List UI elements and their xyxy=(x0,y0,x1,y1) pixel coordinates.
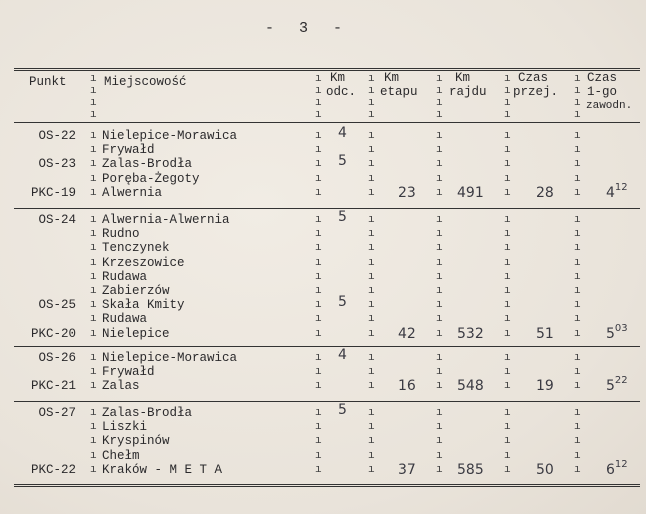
row-czas-przej: 50 xyxy=(536,461,554,478)
row-miejscowosc: Zabierzów xyxy=(102,284,170,298)
column-separator: ı xyxy=(574,172,581,185)
column-separator: ı xyxy=(315,130,322,142)
column-separator: ı xyxy=(368,97,375,109)
column-separator: ı xyxy=(368,158,375,171)
column-separator: ı xyxy=(90,407,97,419)
column-separator: ı xyxy=(90,380,97,393)
column-separator: ı xyxy=(504,130,511,142)
column-separator: ı xyxy=(315,256,322,269)
column-separator: ı xyxy=(315,242,322,255)
column-separator: ı xyxy=(436,242,443,255)
column-separator: ı xyxy=(315,158,322,171)
row-km-odc: 4 xyxy=(338,347,347,363)
column-separator: ı xyxy=(315,463,322,476)
column-separator: ı xyxy=(90,449,97,462)
column-separator: ı xyxy=(436,73,443,85)
column-separator: ı xyxy=(436,144,443,157)
column-separator: ı xyxy=(436,97,443,109)
row-punkt: OS-24 xyxy=(38,213,76,227)
column-separator: ı xyxy=(368,186,375,199)
column-separator: ı xyxy=(368,449,375,462)
column-separator: ı xyxy=(574,144,581,157)
row-miejscowosc: Frywałd xyxy=(102,365,155,380)
column-separator: ı xyxy=(90,144,97,157)
header-punkt: Punkt xyxy=(29,75,67,89)
column-separator: ı xyxy=(574,242,581,255)
column-separator: ı xyxy=(368,130,375,142)
column-separator: ı xyxy=(436,186,443,199)
row-km-rajdu: 491 xyxy=(457,184,484,201)
column-separator: ı xyxy=(574,285,581,297)
column-separator: ı xyxy=(436,270,443,283)
column-separator: ı xyxy=(90,73,97,85)
column-separator: ı xyxy=(574,73,581,85)
column-separator: ı xyxy=(90,97,97,109)
column-separator: ı xyxy=(574,109,581,121)
row-punkt: PKC-21 xyxy=(30,379,76,394)
row-miejscowosc: Kraków - M E T A xyxy=(102,462,223,477)
column-separator: ı xyxy=(368,299,375,312)
column-separator: ı xyxy=(436,380,443,393)
column-separator: ı xyxy=(90,214,97,226)
header-czas-przej-2: przej. xyxy=(513,85,559,99)
column-separator: ı xyxy=(436,327,443,340)
section-rule xyxy=(14,208,640,209)
column-separator: ı xyxy=(574,407,581,419)
column-separator: ı xyxy=(90,85,97,97)
column-separator: ı xyxy=(574,313,581,326)
column-separator: ı xyxy=(504,214,511,226)
header-czas-zawodn-3: zawodn. xyxy=(586,100,633,112)
column-separator: ı xyxy=(315,435,322,448)
column-separator: ı xyxy=(436,214,443,226)
row-km-rajdu: 532 xyxy=(457,325,484,342)
row-punkt: OS-27 xyxy=(38,406,76,420)
column-separator: ı xyxy=(574,97,581,109)
row-km-rajdu: 585 xyxy=(457,461,484,478)
column-separator: ı xyxy=(504,270,511,283)
column-separator: ı xyxy=(504,228,511,241)
czas-zawodn-hour: 5 xyxy=(606,325,615,342)
column-separator: ı xyxy=(574,421,581,434)
column-separator: ı xyxy=(504,285,511,297)
row-miejscowosc: Zalas xyxy=(102,379,140,394)
column-separator: ı xyxy=(504,380,511,393)
row-km-odc: 4 xyxy=(338,125,347,141)
section-rule xyxy=(14,401,640,402)
column-separator: ı xyxy=(368,73,375,85)
header-km-etapu-2: etapu xyxy=(380,85,418,99)
row-miejscowosc: Tenczynek xyxy=(102,241,170,256)
czas-zawodn-minute: 12 xyxy=(614,458,628,470)
column-separator: ı xyxy=(315,186,322,199)
column-separator: ı xyxy=(368,435,375,448)
column-separator: ı xyxy=(504,366,511,379)
column-separator: ı xyxy=(90,172,97,185)
column-separator: ı xyxy=(504,435,511,448)
section-rule xyxy=(14,346,640,347)
column-separator: ı xyxy=(315,352,322,364)
column-separator: ı xyxy=(368,366,375,379)
column-separator: ı xyxy=(504,407,511,419)
column-separator: ı xyxy=(574,85,581,97)
czas-zawodn-hour: 5 xyxy=(606,378,615,395)
column-separator: ı xyxy=(436,85,443,97)
column-separator: ı xyxy=(90,421,97,434)
column-separator: ı xyxy=(504,352,511,364)
column-separator: ı xyxy=(574,380,581,393)
column-separator: ı xyxy=(574,228,581,241)
column-separator: ı xyxy=(90,327,97,340)
column-separator: ı xyxy=(368,228,375,241)
column-separator: ı xyxy=(574,299,581,312)
row-km-etapu: 42 xyxy=(398,325,416,342)
column-separator: ı xyxy=(315,172,322,185)
column-separator: ı xyxy=(368,172,375,185)
column-separator: ı xyxy=(436,228,443,241)
column-separator: ı xyxy=(574,366,581,379)
column-separator: ı xyxy=(368,285,375,297)
header-km-rajdu-2: rajdu xyxy=(449,85,487,99)
column-separator: ı xyxy=(315,144,322,157)
row-miejscowosc: Liszki xyxy=(102,420,148,435)
row-miejscowosc: Kryspinów xyxy=(102,434,170,449)
column-separator: ı xyxy=(436,435,443,448)
row-miejscowosc: Krzeszowice xyxy=(102,255,185,270)
column-separator: ı xyxy=(436,158,443,171)
row-punkt: PKC-20 xyxy=(30,326,76,341)
czas-zawodn-minute: 03 xyxy=(614,322,628,334)
column-separator: ı xyxy=(574,435,581,448)
row-miejscowosc: Frywałd xyxy=(102,143,155,158)
column-separator: ı xyxy=(504,73,511,85)
column-separator: ı xyxy=(504,242,511,255)
column-separator: ı xyxy=(574,270,581,283)
header-km-etapu-1: Km xyxy=(384,71,400,85)
column-separator: ı xyxy=(504,109,511,121)
row-punkt: PKC-19 xyxy=(30,185,76,200)
column-separator: ı xyxy=(368,327,375,340)
row-punkt: OS-22 xyxy=(38,129,76,143)
row-miejscowosc: Poręba-Żegoty xyxy=(102,171,200,186)
column-separator: ı xyxy=(315,73,322,85)
header-czas-zawodn-1: Czas xyxy=(587,71,618,85)
row-punkt: PKC-22 xyxy=(30,462,76,477)
column-separator: ı xyxy=(574,158,581,171)
column-separator: ı xyxy=(504,144,511,157)
column-separator: ı xyxy=(90,228,97,241)
column-separator: ı xyxy=(315,380,322,393)
row-miejscowosc: Zalas-Brodła xyxy=(102,157,193,172)
header-czas-zawodn-2: 1-go xyxy=(587,85,618,99)
header-km-odc-2: odc. xyxy=(326,85,357,99)
column-separator: ı xyxy=(368,352,375,364)
column-separator: ı xyxy=(368,421,375,434)
row-miejscowosc: Alwernia xyxy=(102,185,163,200)
column-separator: ı xyxy=(315,327,322,340)
column-separator: ı xyxy=(368,85,375,97)
column-separator: ı xyxy=(574,449,581,462)
header-miejscowosc: Miejscowość xyxy=(104,75,187,89)
column-separator: ı xyxy=(315,214,322,226)
row-km-rajdu: 548 xyxy=(457,378,484,395)
row-miejscowosc: Chełm xyxy=(102,448,140,463)
header-rule xyxy=(14,122,640,123)
row-km-odc: 5 xyxy=(338,294,347,311)
column-separator: ı xyxy=(368,407,375,419)
column-separator: ı xyxy=(315,299,322,312)
column-separator: ı xyxy=(315,285,322,297)
column-separator: ı xyxy=(436,421,443,434)
column-separator: ı xyxy=(574,256,581,269)
column-separator: ı xyxy=(574,463,581,476)
column-separator: ı xyxy=(368,270,375,283)
column-separator: ı xyxy=(315,313,322,326)
column-separator: ı xyxy=(504,97,511,109)
row-punkt: OS-26 xyxy=(38,351,76,365)
row-miejscowosc: Nielepice-Morawica xyxy=(102,129,238,143)
column-separator: ı xyxy=(436,352,443,364)
column-separator: ı xyxy=(368,109,375,121)
column-separator: ı xyxy=(504,186,511,199)
row-miejscowosc: Alwernia-Alwernia xyxy=(102,213,230,227)
column-separator: ı xyxy=(90,256,97,269)
column-separator: ı xyxy=(315,97,322,109)
column-separator: ı xyxy=(436,172,443,185)
column-separator: ı xyxy=(315,421,322,434)
header-km-rajdu-1: Km xyxy=(455,71,471,85)
row-km-odc: 5 xyxy=(338,402,347,418)
column-separator: ı xyxy=(436,407,443,419)
column-separator: ı xyxy=(574,214,581,226)
row-km-odc: 5 xyxy=(338,153,347,170)
column-separator: ı xyxy=(90,463,97,476)
column-separator: ı xyxy=(436,449,443,462)
column-separator: ı xyxy=(90,285,97,297)
column-separator: ı xyxy=(90,242,97,255)
czas-zawodn-minute: 12 xyxy=(614,181,628,193)
column-separator: ı xyxy=(504,172,511,185)
column-separator: ı xyxy=(90,130,97,142)
row-miejscowosc: Zalas-Brodła xyxy=(102,406,193,420)
column-separator: ı xyxy=(368,463,375,476)
row-czas-przej: 28 xyxy=(536,184,554,201)
column-separator: ı xyxy=(315,449,322,462)
column-separator: ı xyxy=(368,313,375,326)
column-separator: ı xyxy=(90,299,97,312)
column-separator: ı xyxy=(504,299,511,312)
column-separator: ı xyxy=(315,228,322,241)
row-punkt: OS-23 xyxy=(38,157,76,172)
column-separator: ı xyxy=(436,130,443,142)
column-separator: ı xyxy=(90,435,97,448)
column-separator: ı xyxy=(436,256,443,269)
column-separator: ı xyxy=(574,352,581,364)
column-separator: ı xyxy=(90,270,97,283)
row-czas-przej: 19 xyxy=(536,378,554,395)
column-separator: ı xyxy=(436,299,443,312)
column-separator: ı xyxy=(436,285,443,297)
column-separator: ı xyxy=(315,85,322,97)
row-miejscowosc: Nielepice xyxy=(102,326,170,341)
header-czas-przej-1: Czas xyxy=(518,71,549,85)
column-separator: ı xyxy=(90,158,97,171)
row-miejscowosc: Rudno xyxy=(102,227,140,242)
page-number: - 3 - xyxy=(265,20,351,37)
row-km-odc: 5 xyxy=(338,209,347,225)
header-km-odc-1: Km xyxy=(330,71,346,85)
column-separator: ı xyxy=(504,256,511,269)
column-separator: ı xyxy=(504,327,511,340)
column-separator: ı xyxy=(368,242,375,255)
column-separator: ı xyxy=(574,130,581,142)
row-czas-zawodn xyxy=(606,375,628,395)
column-separator: ı xyxy=(436,463,443,476)
column-separator: ı xyxy=(90,109,97,121)
row-czas-zawodn xyxy=(606,458,628,478)
row-miejscowosc: Rudawa xyxy=(102,269,148,284)
column-separator: ı xyxy=(504,313,511,326)
column-separator: ı xyxy=(504,85,511,97)
row-czas-zawodn xyxy=(606,322,628,342)
column-separator: ı xyxy=(504,463,511,476)
row-km-etapu: 37 xyxy=(398,461,416,478)
row-czas-zawodn xyxy=(606,181,628,201)
column-separator: ı xyxy=(368,144,375,157)
column-separator: ı xyxy=(504,421,511,434)
row-punkt: OS-25 xyxy=(38,298,76,313)
column-separator: ı xyxy=(368,380,375,393)
column-separator: ı xyxy=(574,327,581,340)
column-separator: ı xyxy=(368,256,375,269)
column-separator: ı xyxy=(436,313,443,326)
row-km-etapu: 23 xyxy=(398,184,416,201)
column-separator: ı xyxy=(315,366,322,379)
column-separator: ı xyxy=(90,313,97,326)
row-miejscowosc: Nielepice-Morawica xyxy=(102,351,238,365)
column-separator: ı xyxy=(90,186,97,199)
column-separator: ı xyxy=(504,158,511,171)
column-separator: ı xyxy=(315,270,322,283)
column-separator: ı xyxy=(436,109,443,121)
column-separator: ı xyxy=(574,186,581,199)
column-separator: ı xyxy=(315,407,322,419)
column-separator: ı xyxy=(90,366,97,379)
row-miejscowosc: Rudawa xyxy=(102,312,148,327)
table-bottom-rule xyxy=(14,484,640,487)
row-czas-przej: 51 xyxy=(536,325,554,342)
column-separator: ı xyxy=(504,449,511,462)
column-separator: ı xyxy=(315,109,322,121)
column-separator: ı xyxy=(90,352,97,364)
row-miejscowosc: Skała Kmity xyxy=(102,298,185,313)
czas-zawodn-minute: 22 xyxy=(614,375,628,387)
column-separator: ı xyxy=(436,366,443,379)
row-km-etapu: 16 xyxy=(398,378,416,395)
column-separator: ı xyxy=(368,214,375,226)
czas-zawodn-hour: 4 xyxy=(606,184,615,201)
czas-zawodn-hour: 6 xyxy=(606,461,615,478)
